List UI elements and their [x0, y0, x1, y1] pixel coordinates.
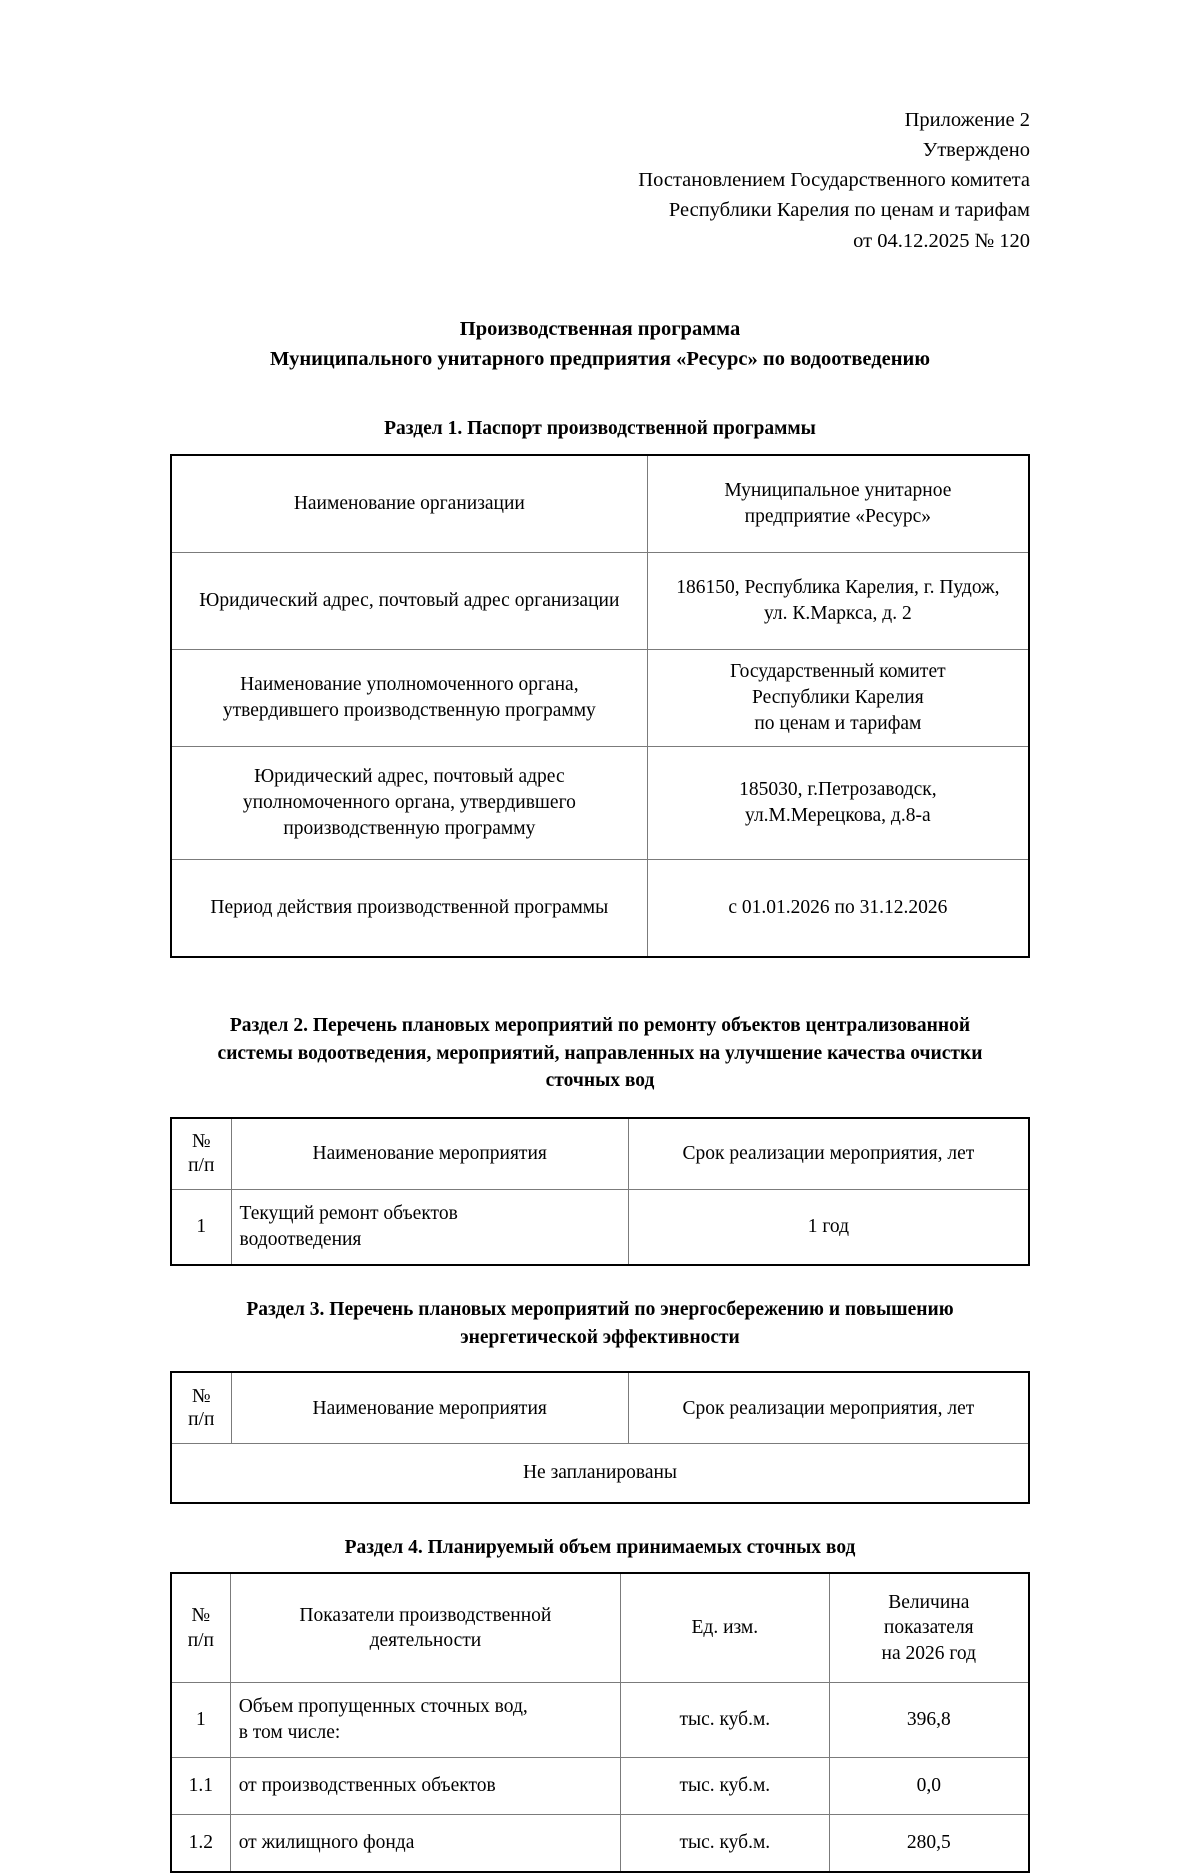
section-1-heading: Раздел 1. Паспорт производственной программы — [384, 418, 816, 440]
cell-unit: тыс. куб.м. — [621, 1814, 829, 1872]
value-line: по ценам и тарифам — [754, 712, 922, 734]
table-header-row — [171, 1118, 1029, 1190]
value-line: Муниципальное унитарное — [724, 480, 952, 502]
table-row — [171, 552, 1029, 649]
section-2-heading-line2: системы водоотведения, мероприятий, направленных на улучшение качества очистки — [217, 1042, 983, 1064]
cell-unit: тыс. куб.м. — [621, 1757, 829, 1814]
cell-line: Объем пропущенных сточных вод, — [238, 1695, 528, 1717]
column-header-measure-name: Наименование мероприятия — [231, 1372, 628, 1444]
table-row — [171, 455, 1029, 553]
table-row — [171, 746, 1029, 859]
header-line: № — [191, 1385, 211, 1407]
value-line: ул. К.Маркса, д. 2 — [763, 602, 912, 624]
label-line: утвердившего производственную программу — [222, 699, 596, 721]
section-3-heading-line2: энергетической эффективности — [460, 1326, 740, 1348]
repair-measures-table — [170, 1117, 1030, 1266]
value-line: 186150, Республика Карелия, г. Пудож, — [676, 577, 1000, 599]
table-row — [171, 649, 1029, 746]
table-header-row — [171, 1573, 1029, 1683]
section-2-heading — [170, 1012, 1030, 1095]
value-line: Республики Карелия — [752, 686, 924, 708]
cell-value: 280,5 — [829, 1814, 1029, 1872]
section-2-heading-line1: Раздел 2. Перечень плановых мероприятий по ремонту объектов централизованной — [229, 1014, 971, 1036]
header-line: Величина — [888, 1591, 970, 1613]
value-line: 185030, г.Петрозаводск, — [739, 779, 937, 801]
cell-implementation-term: 1 год — [628, 1189, 1029, 1265]
value-line: Государственный комитет — [730, 661, 946, 683]
table-row — [171, 1814, 1029, 1872]
passport-value-org-address — [647, 552, 1029, 649]
header-line: деятельности — [369, 1629, 482, 1651]
cell-indicator: от производственных объектов — [230, 1757, 620, 1814]
table-row — [171, 1189, 1029, 1265]
header-line: № — [191, 1604, 211, 1626]
header-line: п/п — [188, 1154, 215, 1176]
passport-label-org-address: Юридический адрес, почтовый адрес организации — [171, 552, 647, 649]
column-header-implementation-term: Срок реализации мероприятия, лет — [628, 1118, 1029, 1190]
passport-value-authority-address — [647, 746, 1029, 859]
approval-header — [170, 105, 1030, 256]
table-row — [171, 1444, 1029, 1504]
decree-date-number: от 04.12.2025 № 120 — [853, 229, 1030, 252]
column-header-number — [171, 1118, 231, 1190]
label-line: Наименование уполномоченного органа, — [240, 674, 579, 696]
cell-line: в том числе: — [238, 1721, 341, 1743]
title-line1: Производственная программа — [459, 317, 741, 340]
wastewater-volume-table — [170, 1572, 1030, 1873]
header-line: Показатели производственной — [299, 1604, 552, 1626]
cell-row-number: 1 — [171, 1682, 230, 1757]
header-line: п/п — [188, 1409, 215, 1431]
cell-value: 396,8 — [829, 1682, 1029, 1757]
section-3-heading-line1: Раздел 3. Перечень плановых мероприятий по энергосбережению и повышению — [246, 1298, 954, 1320]
section-4-heading: Раздел 4. Планируемый объем принимаемых сточных вод — [344, 1537, 856, 1559]
header-line: на 2026 год — [881, 1642, 977, 1664]
cell-row-number: 1.2 — [171, 1814, 230, 1872]
passport-table — [170, 454, 1030, 958]
cell-row-number: 1.1 — [171, 1757, 230, 1814]
cell-row-number: 1 — [171, 1189, 231, 1265]
cell-measure-name — [231, 1189, 628, 1265]
column-header-measure-name: Наименование мероприятия — [231, 1118, 628, 1190]
label-line: Юридический адрес, почтовый адрес — [254, 766, 565, 788]
energy-saving-measures-table — [170, 1371, 1030, 1504]
cell-indicator: от жилищного фонда — [230, 1814, 620, 1872]
cell-line: Текущий ремонт объектов — [239, 1202, 458, 1224]
table-row — [171, 1757, 1029, 1814]
label-line: уполномоченного органа, утвердившего — [242, 791, 576, 813]
section-2-heading-line3: сточных вод — [545, 1070, 655, 1092]
page-title — [170, 314, 1030, 376]
passport-label-organization: Наименование организации — [171, 455, 647, 553]
cell-value: 0,0 — [829, 1757, 1029, 1814]
approving-body-line1: Постановлением Государственного комитета — [638, 169, 1030, 192]
column-header-value — [829, 1573, 1029, 1683]
column-header-unit: Ед. изм. — [621, 1573, 829, 1683]
approving-body-line2: Республики Карелия по ценам и тарифам — [668, 199, 1030, 222]
passport-label-authority-address — [171, 746, 647, 859]
table-row — [171, 859, 1029, 957]
passport-value-validity-period: с 01.01.2026 по 31.12.2026 — [647, 859, 1029, 957]
cell-indicator — [230, 1682, 620, 1757]
header-line: п/п — [187, 1629, 214, 1651]
label-line: производственную программу — [283, 817, 536, 839]
value-line: предприятие «Ресурс» — [744, 505, 932, 527]
passport-label-validity-period: Период действия производственной программы — [171, 859, 647, 957]
header-line: показателя — [883, 1617, 974, 1639]
appendix-number: Приложение 2 — [904, 109, 1030, 131]
column-header-indicator — [230, 1573, 620, 1683]
passport-value-organization — [647, 455, 1029, 553]
passport-value-authority-name — [647, 649, 1029, 746]
approved-label: Утверждено — [922, 139, 1030, 162]
table-row — [171, 1682, 1029, 1757]
cell-line: водоотведения — [239, 1228, 362, 1250]
cell-unit: тыс. куб.м. — [621, 1682, 829, 1757]
column-header-implementation-term: Срок реализации мероприятия, лет — [628, 1372, 1029, 1444]
table-header-row — [171, 1372, 1029, 1444]
section-3-heading — [170, 1296, 1030, 1351]
passport-label-authority-name — [171, 649, 647, 746]
title-line2: Муниципального унитарного предприятия «Ресурс» по водоотведению — [269, 348, 930, 371]
header-line: № — [191, 1131, 211, 1153]
column-header-number — [171, 1573, 230, 1683]
column-header-number — [171, 1372, 231, 1444]
cell-no-measures-planned: Не запланированы — [171, 1444, 1029, 1504]
value-line: ул.М.Мерецкова, д.8-а — [745, 804, 931, 826]
